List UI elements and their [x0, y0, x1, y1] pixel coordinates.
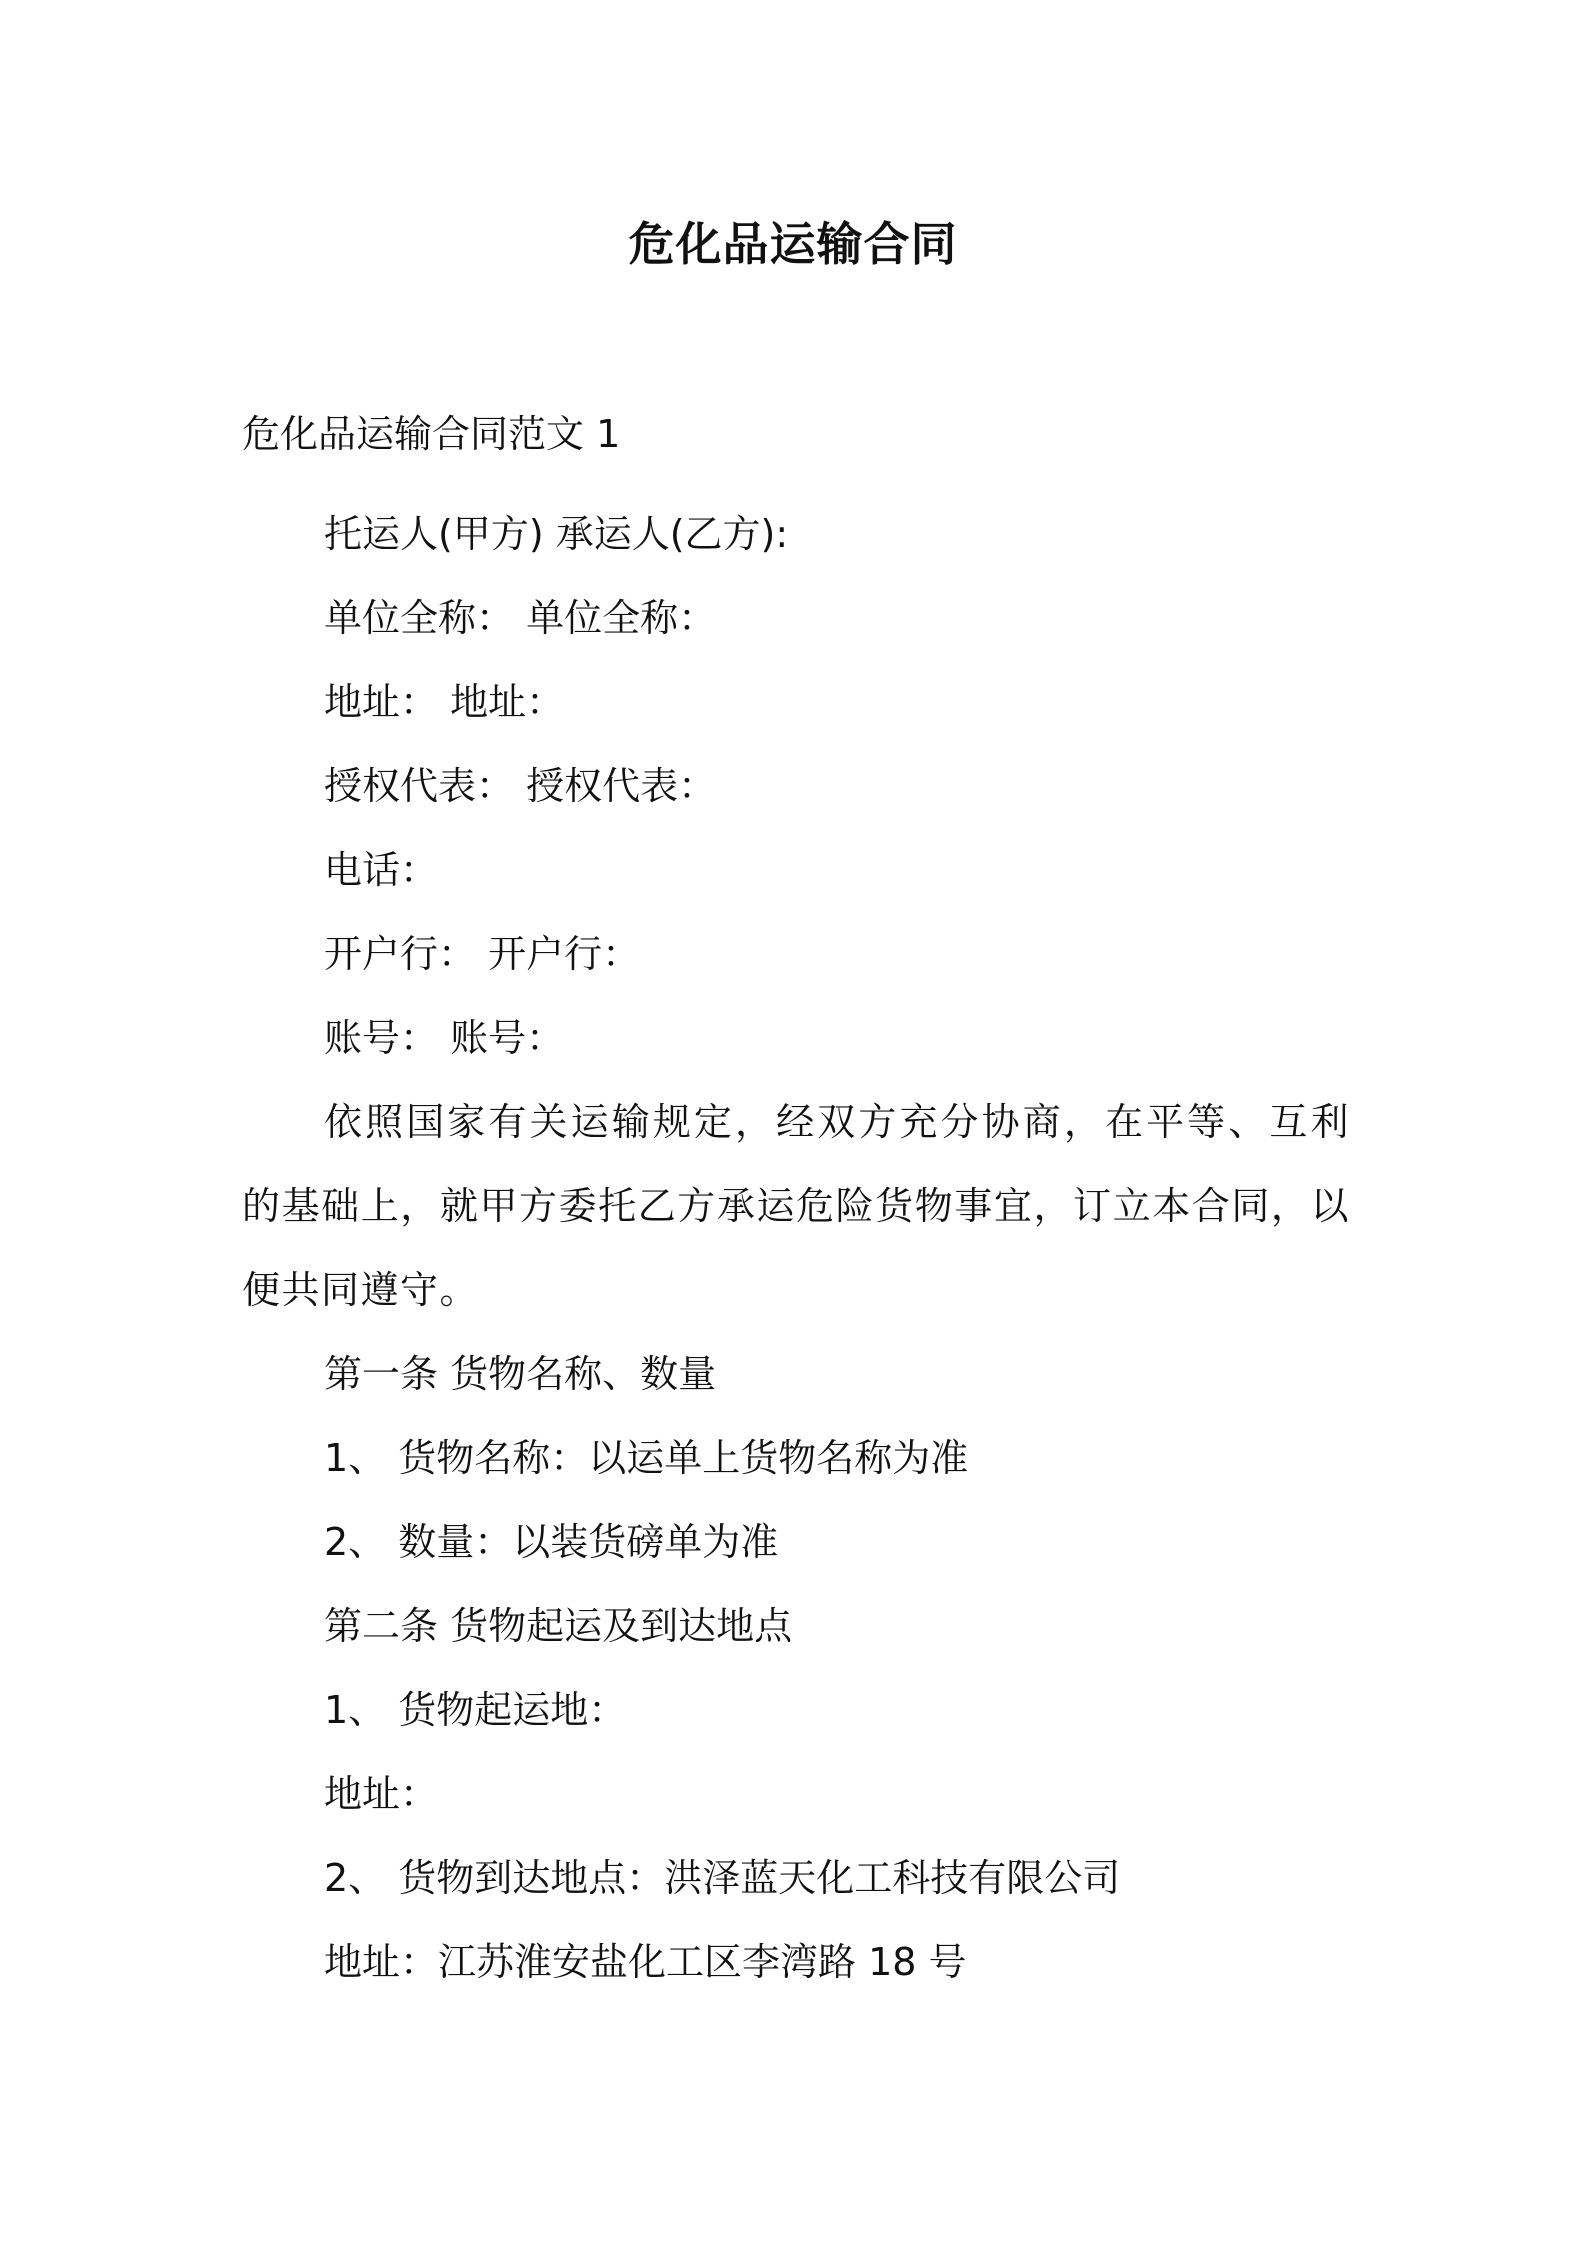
intro-paragraph: 依照国家有关运输规定，经双方充分协商，在平等、互利的基础上，就甲方委托乙方承运危险货物事宜，订立本合同，以便共同遵守。: [242, 1100, 1350, 1312]
bank-line: 开户行： 开户行：: [324, 932, 641, 976]
account-line: 账号： 账号：: [324, 1016, 565, 1060]
party-header-line: 托运人(甲方) 承运人(乙方):: [324, 512, 789, 556]
origin-item: 1、 货物起运地：: [324, 1688, 627, 1732]
article-one-heading: 第一条 货物名称、数量: [324, 1352, 717, 1396]
contract-body: [242, 492, 1350, 2004]
address-line: 地址： 地址：: [324, 680, 565, 724]
origin-address-line: 地址：: [324, 1772, 439, 1816]
company-name-line: 单位全称： 单位全称：: [324, 596, 717, 640]
article-two-heading: 第二条 货物起运及到达地点: [324, 1604, 793, 1648]
section-heading: 危化品运输合同范文 1: [242, 412, 621, 456]
quantity-item: 2、 数量：以装货磅单为准: [324, 1520, 779, 1564]
phone-line: 电话：: [324, 848, 439, 892]
document-title: 危化品运输合同: [628, 217, 958, 271]
destination-item: 2、 货物到达地点：洪泽蓝天化工科技有限公司: [324, 1856, 1121, 1900]
authorized-rep-line: 授权代表： 授权代表：: [324, 764, 717, 808]
goods-name-item: 1、 货物名称：以运单上货物名称为准: [324, 1436, 969, 1480]
destination-address-line: 地址：江苏淮安盐化工区李湾路 18 号: [324, 1940, 967, 1984]
